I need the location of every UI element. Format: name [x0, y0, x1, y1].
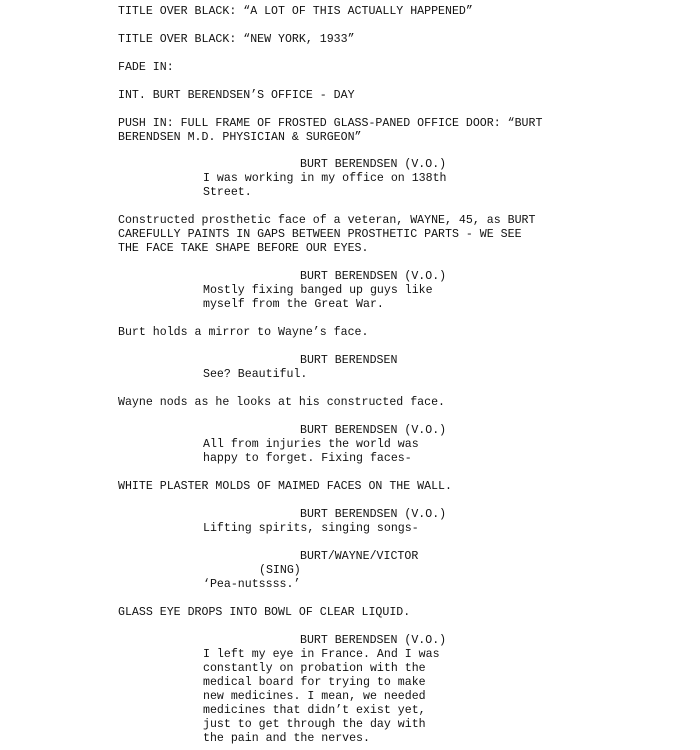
dialogue-line: the pain and the nerves.: [203, 732, 370, 745]
dialogue-line: Mostly fixing banged up guys like: [203, 284, 433, 297]
action-line: THE FACE TAKE SHAPE BEFORE OUR EYES.: [118, 242, 369, 255]
parenthetical: (SING): [259, 564, 301, 577]
action-line: WHITE PLASTER MOLDS OF MAIMED FACES ON THE WALL.: [118, 480, 452, 493]
dialogue-line: just to get through the day with: [203, 718, 426, 731]
scene-heading: INT. BURT BERENDSEN’S OFFICE - DAY: [118, 89, 355, 102]
action-line: PUSH IN: FULL FRAME OF FROSTED GLASS-PANED OFFICE DOOR: “BURT: [118, 117, 543, 130]
action-line: Constructed prosthetic face of a veteran, WAYNE, 45, as BURT: [118, 214, 536, 227]
action-line: CAREFULLY PAINTS IN GAPS BETWEEN PROSTHETIC PARTS - WE SEE: [118, 228, 522, 241]
dialogue-line: new medicines. I mean, we needed: [203, 690, 426, 703]
action-line: GLASS EYE DROPS INTO BOWL OF CLEAR LIQUID.: [118, 606, 411, 619]
character-cue: BURT BERENDSEN (V.O.): [300, 424, 447, 437]
character-cue: BURT BERENDSEN (V.O.): [300, 508, 447, 521]
action-line: Burt holds a mirror to Wayne’s face.: [118, 326, 369, 339]
dialogue-line: happy to forget. Fixing faces-: [203, 452, 412, 465]
character-cue: BURT BERENDSEN: [300, 354, 398, 367]
dialogue-line: medical board for trying to make: [203, 676, 426, 689]
title-card-line: TITLE OVER BLACK: “NEW YORK, 1933”: [118, 33, 355, 46]
dialogue-line: All from injuries the world was: [203, 438, 419, 451]
dialogue-line: I was working in my office on 138th: [203, 172, 447, 185]
dialogue-line: constantly on probation with the: [203, 662, 426, 675]
title-card-line: TITLE OVER BLACK: “A LOT OF THIS ACTUALLY HAPPENED”: [118, 5, 473, 18]
character-cue: BURT BERENDSEN (V.O.): [300, 270, 447, 283]
dialogue-line: Street.: [203, 186, 252, 199]
transition: FADE IN:: [118, 61, 174, 74]
dialogue-line: medicines that didn’t exist yet,: [203, 704, 426, 717]
dialogue-line: Lifting spirits, singing songs-: [203, 522, 419, 535]
action-line: Wayne nods as he looks at his constructed face.: [118, 396, 445, 409]
dialogue-line: myself from the Great War.: [203, 298, 384, 311]
character-cue: BURT BERENDSEN (V.O.): [300, 158, 447, 171]
character-cue: BURT BERENDSEN (V.O.): [300, 634, 447, 647]
dialogue-line: I left my eye in France. And I was: [203, 648, 440, 661]
dialogue-line: See? Beautiful.: [203, 368, 308, 381]
character-cue: BURT/WAYNE/VICTOR: [300, 550, 419, 563]
dialogue-line: ‘Pea-nutssss.’: [203, 578, 301, 591]
action-line: BERENDSEN M.D. PHYSICIAN & SURGEON”: [118, 131, 362, 144]
